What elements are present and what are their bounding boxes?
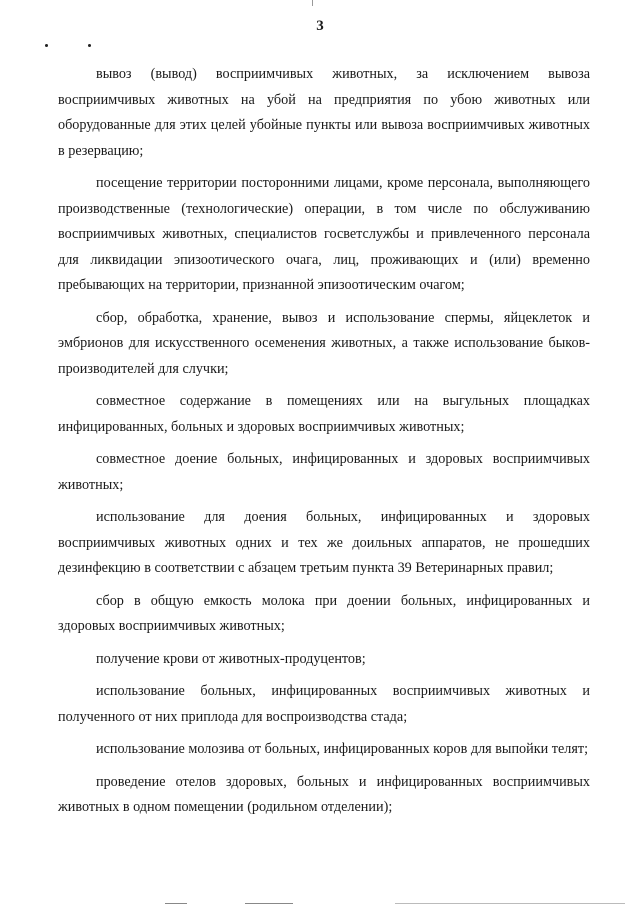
scan-artifact-bottom	[0, 899, 640, 905]
paragraph-1: вывоз (вывод) восприимчивых животных, за исключением вывоза восприимчивых животных на убой на предприятия по убою животных или оборудованные для этих целей убойные пункты или вывоза восприимчивых животных в резервацию;	[58, 66, 590, 159]
paragraph-2: посещение территории посторонними лицами, кроме персонала, выполняющего производственные (технологические) операции, в том числе по обслуживанию восприимчивых животных, специалистов госветслужбы и привлеченного персонала для ликвидации эпизоотического очага, лиц, проживающих и (или) временно пребывающих на территории, признанной эпизоотическим очагом;	[58, 175, 590, 293]
paragraph-7: сбор в общую емкость молока при доении больных, инфицированных и здоровых восприимчивых животных;	[58, 592, 590, 634]
paragraph-5: совместное доение больных, инфицированных и здоровых восприимчивых животных;	[58, 451, 590, 493]
scan-dot-right	[88, 44, 91, 47]
document-body	[58, 62, 590, 828]
paragraph-3: сбор, обработка, хранение, вывоз и использование спермы, яйцеклеток и эмбрионов для искусственного осеменения животных, а также использование быков-производителей для случки;	[58, 309, 590, 377]
scan-dot-left	[45, 44, 48, 47]
scan-mark	[165, 903, 187, 904]
paragraph-8: получение крови от животных-продуцентов;	[96, 650, 366, 667]
paragraph-9: использование больных, инфицированных восприимчивых животных и полученного от них приплода для воспроизводства стада;	[58, 683, 590, 725]
scan-artifact-top	[312, 0, 313, 6]
paragraph-6: использование для доения больных, инфицированных и здоровых восприимчивых животных одних и тех же доильных аппаратов, не прошедших дезинфекцию в соответствии с абзацем третьим пункта 39 Ветеринарных правил;	[58, 509, 590, 576]
scan-mark	[245, 903, 293, 904]
paragraph-4: совместное содержание в помещениях или на выгульных площадках инфицированных, больных и здоровых восприимчивых животных;	[58, 393, 590, 435]
paragraph-10: использование молозива от больных, инфицированных коров для выпойки телят;	[96, 741, 589, 757]
paragraph-11: проведение отелов здоровых, больных и инфицированных восприимчивых животных в одном помещении (родильном отделении);	[58, 773, 590, 815]
scan-mark	[395, 903, 625, 904]
page-number: 3	[316, 18, 324, 34]
